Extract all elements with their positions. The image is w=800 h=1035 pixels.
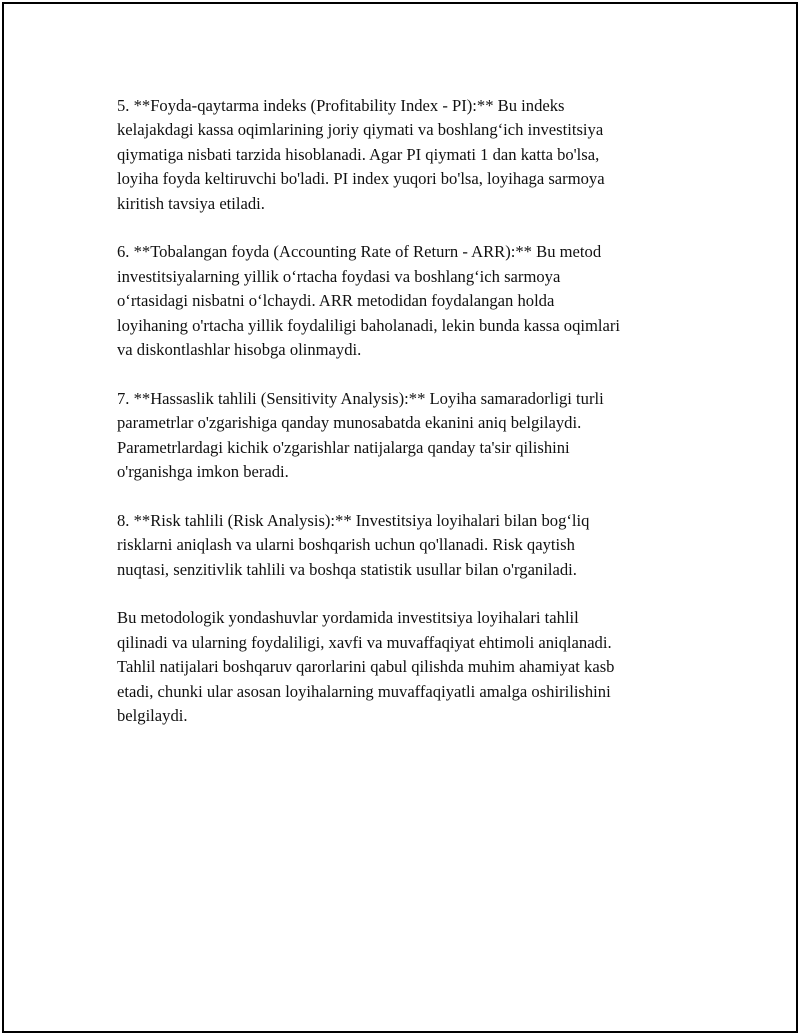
paragraph-accounting-rate-of-return: 6. **Tobalangan foyda (Accounting Rate of Return - ARR):** Bu metod investitsiyalarning yillik o‘rtacha foydasi va boshlang‘ich sarmoya o‘rtasidagi nisbatni o‘lchaydi. ARR metodidan foydalangan holda loyihaning o'rtacha yillik foydaliligi baholanadi, lekin bunda kassa oqimlari va diskontlashlar hisobga olinmaydi.: [117, 242, 620, 360]
document-body: [117, 94, 687, 753]
paragraph-risk-analysis: 8. **Risk tahlili (Risk Analysis):** Investitsiya loyihalari bilan bog‘liq risklarni aniqlash va ularni boshqarish uchun qo'llanadi. Risk qaytish nuqtasi, senzitivlik tahlili va boshqa statistik usullar bilan o'rganiladi.: [117, 510, 590, 579]
paragraph-conclusion: Bu metodologik yondashuvlar yordamida investitsiya loyihalari tahlil qilinadi va ularning foydaliligi, xavfi va muvaffaqiyat ehtimoli aniqlanadi. Tahlil natijalari boshqaruv qarorlarini qabul qilishda muhim ahamiyat kasb etadi, chunki ular asosan loyihalarning muvaffaqiyatli amalga oshirilishini belgilaydi.: [117, 608, 615, 726]
paragraph-sensitivity-analysis: 7. **Hassaslik tahlili (Sensitivity Analysis):** Loyiha samaradorligi turli parametrlar o'zgarishiga qanday munosabatda ekanini aniq belgilaydi. Parametrlardagi kichik o'zgarishlar natijalarga qanday ta'sir qilishini o'rganishga imkon beradi.: [117, 388, 604, 482]
paragraph-profitability-index: 5. **Foyda-qaytarma indeks (Profitability Index - PI):** Bu indeks kelajakdagi kassa oqimlarining joriy qiymati va boshlang‘ich investitsiya qiymatiga nisbati tarzida hisoblanadi. Agar PI qiymati 1 dan katta bo'lsa, loyiha foyda keltiruvchi bo'ladi. PI index yuqori bo'lsa, loyihaga sarmoya kiritish tavsiya etiladi.: [117, 96, 605, 213]
